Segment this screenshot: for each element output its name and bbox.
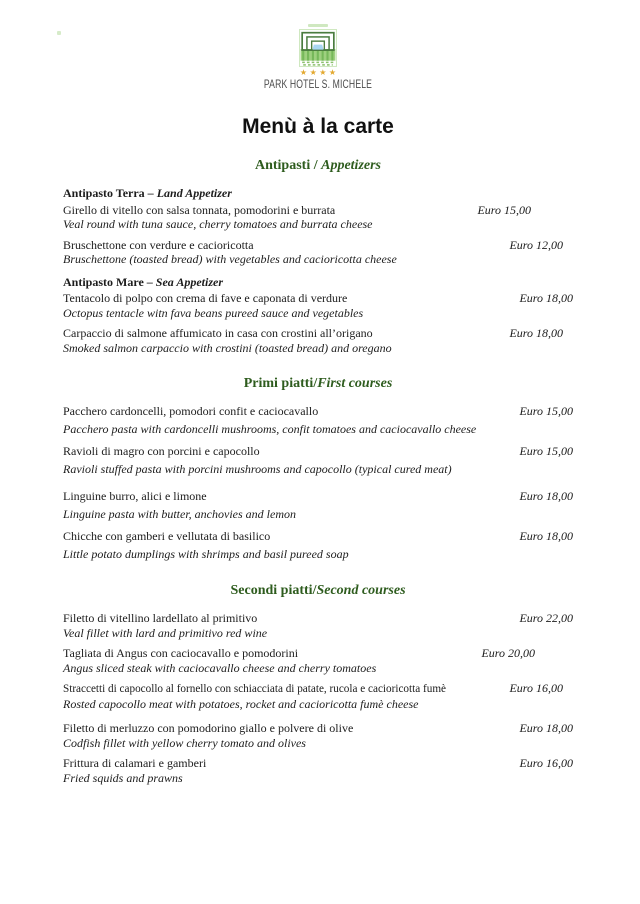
menu-item: [63, 238, 573, 267]
menu-item: [63, 646, 573, 675]
four-stars-icon: ★★★★: [299, 68, 339, 77]
dish-translation: Pacchero pasta with cardoncelli mushrooms, confit tomatoes and caciocavallo cheese: [63, 422, 477, 436]
dish-name: Bruschettone con verdure e cacioricotta: [63, 237, 254, 252]
menu-item: [63, 326, 573, 355]
subsection-heading-primary: Antipasto Mare –: [63, 274, 156, 289]
section-heading-separator: /: [313, 376, 318, 391]
dish-name: Pacchero cardoncelli, pomodori confit e caciocavallo: [63, 404, 319, 418]
dish-translation: Bruschettone (toasted bread) with vegetables and cacioricotta cheese: [63, 252, 397, 266]
menu-item: [63, 203, 573, 232]
menu-item: [63, 611, 573, 640]
menu-item-row: [63, 756, 573, 771]
dish-price: Euro 18,00: [519, 721, 573, 735]
menu-item-row: [63, 238, 573, 253]
section-body: [63, 404, 573, 562]
section-antipasti: [63, 157, 573, 355]
dish-translation: Linguine pasta with butter, anchovies and lemon: [63, 507, 296, 521]
section-heading-antipasti: [63, 157, 573, 174]
menu-item: [63, 291, 573, 320]
menu-item-row: [63, 721, 573, 736]
menu-item: [63, 489, 573, 522]
menu-item-row: [63, 529, 573, 544]
subsection-heading-primary: Antipasto Terra –: [63, 186, 157, 200]
menu-item: [63, 404, 573, 437]
dish-price: Euro 16,00: [519, 756, 573, 770]
menu-item: [63, 756, 573, 785]
menu-item-row: [63, 611, 573, 626]
section-heading-secondi: [63, 582, 573, 599]
section-heading-secondary: First courses: [317, 376, 393, 391]
hotel-emblem-icon: [299, 29, 337, 67]
section-heading-primary: Antipasti: [254, 158, 311, 173]
section-body: [63, 611, 573, 785]
section-heading-separator: /: [310, 158, 322, 173]
hotel-name: PARK HOTEL S. MICHELE: [263, 77, 373, 91]
dish-translation: Codfish fillet with yellow cherry tomato and olives: [63, 735, 306, 750]
group-primi-1: [63, 404, 573, 477]
section-heading-primary: Secondi piatti: [230, 583, 313, 598]
menu-item-row: [63, 444, 573, 459]
dish-translation: Veal round with tuna sauce, cherry tomatoes and burrata cheese: [63, 217, 373, 231]
section-body: [63, 186, 573, 355]
dish-translation: Angus sliced steak with caciocavallo cheese and cherry tomatoes: [63, 660, 377, 675]
dish-translation: Rosted capocollo meat with potatoes, rocket and cacioricotta fumè cheese: [63, 696, 419, 711]
dish-price: Euro 12,00: [509, 237, 563, 252]
dish-price: Euro 15,00: [519, 444, 573, 458]
section-secondi-piatti: [63, 582, 573, 785]
menu-item-row: [63, 489, 573, 504]
section-primi-piatti: [63, 375, 573, 562]
group-antipasto-terra: [63, 186, 573, 267]
dish-name: Carpaccio di salmone affumicato in casa con crostini all’origano: [63, 326, 373, 340]
dish-name: Filetto di merluzzo con pomodorino giallo e polvere di olive: [63, 721, 354, 735]
dish-name: Straccetti di capocollo al fornello con schiacciata di patate, rucola e cacioricotta fumè: [63, 683, 446, 695]
section-heading-primary: Primi piatti: [243, 376, 314, 391]
dish-translation: Smoked salmon carpaccio with crostini (toasted bread) and oregano: [63, 340, 392, 355]
dish-name: Tentacolo di polpo con crema di fave e caponata di verdure: [63, 291, 348, 305]
menu-item-row: [63, 681, 573, 697]
dish-price: Euro 16,00: [509, 681, 563, 695]
dish-translation: Octopus tentacle witn fava beans pureed sauce and vegetables: [63, 305, 364, 320]
section-heading-secondary: Second courses: [316, 583, 406, 598]
dish-translation: Ravioli stuffed pasta with porcini mushrooms and capocollo (typical cured meat): [63, 462, 452, 476]
dish-price: Euro 18,00: [519, 291, 573, 305]
dish-name: Tagliata di Angus con caciocavallo e pomodorini: [63, 646, 299, 660]
dish-name: Girello di vitello con salsa tonnata, pomodorini e burrata: [63, 202, 336, 217]
menu-item: [63, 529, 573, 562]
dish-price: Euro 18,00: [519, 489, 573, 503]
group-secondi-2: [63, 721, 573, 785]
logo-top-mark: [308, 24, 328, 27]
group-primi-2: [63, 489, 573, 562]
dish-price: Euro 18,00: [509, 326, 563, 340]
dish-name: Linguine burro, alici e limone: [63, 489, 207, 503]
dish-translation: Little potato dumplings with shrimps and basil pureed soap: [63, 547, 349, 561]
subsection-heading-secondary: Land Appetizer: [156, 186, 232, 200]
dish-name: Ravioli di magro con porcini e capocollo: [63, 444, 260, 458]
page-title: Menù à la carte: [242, 115, 394, 138]
dish-price: Euro 15,00: [477, 202, 531, 217]
dish-name: Filetto di vitellino lardellato al primitivo: [63, 611, 258, 625]
section-heading-secondary: Appetizers: [321, 158, 381, 173]
subsection-heading: [63, 275, 573, 290]
group-antipasto-mare: [63, 275, 573, 356]
dish-price: Euro 22,00: [519, 611, 573, 625]
menu-item-row: [63, 291, 573, 306]
section-heading-separator: /: [312, 583, 317, 598]
subsection-heading: [63, 186, 573, 201]
menu-item: [63, 444, 573, 477]
hotel-logo: [63, 24, 573, 91]
menu-item: [63, 721, 573, 750]
subsection-heading-secondary: Sea Appetizer: [155, 274, 223, 289]
dish-price: Euro 15,00: [519, 404, 573, 418]
dish-translation: Veal fillet with lard and primitivo red wine: [63, 625, 268, 640]
section-heading-primi: [63, 375, 573, 392]
group-secondi-1: [63, 611, 573, 711]
dish-name: Frittura di calamari e gamberi: [63, 756, 207, 770]
menu-item-row: [63, 404, 573, 419]
dish-price: Euro 18,00: [519, 529, 573, 543]
dish-translation: Fried squids and prawns: [63, 770, 183, 785]
menu-item-row: [63, 326, 573, 341]
menu-item-row: [63, 203, 573, 218]
menu-item: [63, 681, 573, 711]
dish-name: Chicche con gamberi e vellutata di basilico: [63, 529, 271, 543]
stray-mark: [57, 31, 61, 35]
menu-item-row: [63, 646, 573, 661]
dish-price: Euro 20,00: [481, 646, 535, 660]
